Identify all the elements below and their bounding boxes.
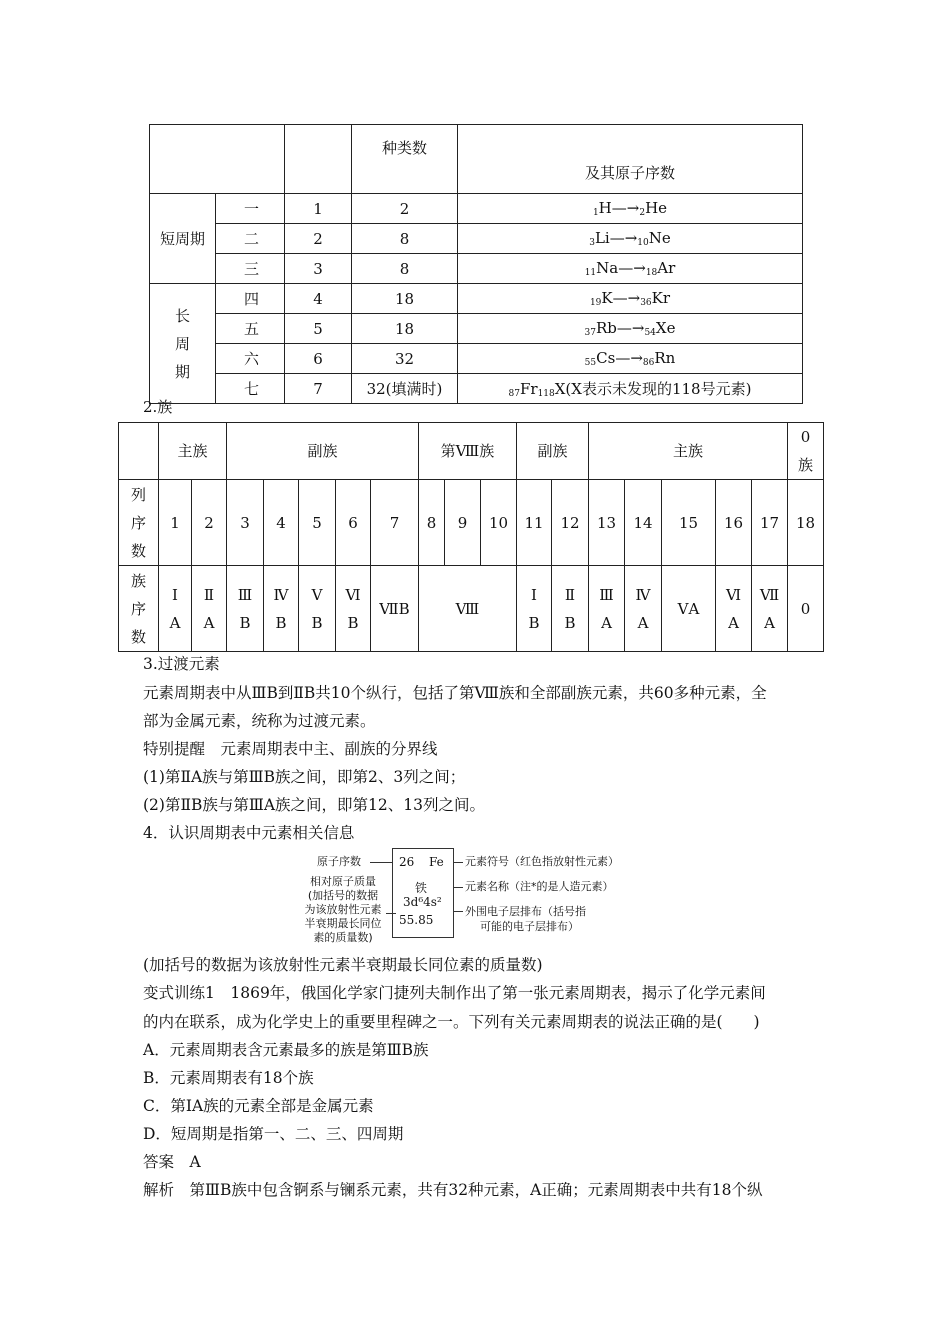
element-range — [458, 194, 803, 224]
period-row — [150, 284, 803, 314]
group-number-line: A — [601, 613, 612, 632]
section-4-note: (加括号的数据为该放射性元素半衰期最长同位素的质量数) — [143, 956, 543, 974]
period-number: 7 — [285, 374, 352, 404]
analysis: 解析 第ⅢB族中包含锕系与镧系元素，共有32种元素，A正确；元素周期表中共有18个纵 — [143, 1181, 763, 1199]
column-label-char: 列 — [130, 485, 146, 504]
group-number — [419, 566, 517, 652]
group-number-line: ⅦB — [379, 599, 410, 618]
option-c: C．第ⅠA族的元素全部是金属元素 — [143, 1097, 374, 1115]
zero-group-line-1: 0 — [800, 428, 811, 446]
element-mass: 55.85 — [399, 913, 434, 927]
group-number-line: Ⅵ — [345, 585, 361, 604]
main-group-1: 主族 — [159, 423, 227, 480]
group-number-line: Ⅴ — [311, 585, 323, 604]
group-number — [662, 566, 716, 652]
group-number-line: Ⅲ — [599, 585, 614, 604]
group-number-line: Ⅷ — [455, 599, 480, 618]
group-number — [299, 566, 336, 652]
column-number: 4 — [264, 480, 299, 566]
end-z: 118 — [537, 389, 555, 399]
start-z: 37 — [584, 328, 596, 338]
group-number — [192, 566, 227, 652]
start-z: 87 — [508, 389, 520, 399]
long-period-char: 周 — [174, 334, 190, 353]
group-number-line: B — [239, 613, 251, 632]
period-row — [150, 314, 803, 344]
group-number — [517, 566, 552, 652]
header-empty-2 — [285, 125, 352, 194]
group-number-line: A — [169, 613, 181, 632]
element-range — [458, 314, 803, 344]
section-3-line-2: 部为金属元素，统称为过渡元素。 — [143, 712, 376, 730]
tip-title: 特别提醒 元素周期表中主、副族的分界线 — [143, 740, 438, 758]
element-z: 26 — [399, 855, 415, 869]
start-z: 11 — [584, 268, 597, 278]
exercise-line-1: 变式训练1 1869年，俄国化学家门捷列夫制作出了第一张元素周期表，揭示了化学元素间 — [143, 984, 766, 1002]
group-number-line: Ⅳ — [635, 585, 651, 604]
element-info-diagram — [300, 842, 660, 952]
end-z: 54 — [644, 328, 656, 338]
arrow-icon: —→ — [612, 289, 641, 307]
element-range — [458, 254, 803, 284]
group-number-line: A — [203, 613, 215, 632]
option-a: A．元素周期表含元素最多的族是第ⅢB族 — [143, 1041, 429, 1059]
header-count: 种类数 — [352, 125, 458, 194]
period-row — [150, 374, 803, 404]
column-number: 17 — [752, 480, 788, 566]
group-number-line: Ⅰ — [172, 585, 178, 604]
group-number-line: Ⅱ — [203, 585, 215, 604]
end-z: 2 — [639, 208, 646, 218]
end-z: 36 — [640, 298, 652, 308]
element-count: 8 — [352, 254, 458, 284]
label-mass-5: 素的质量数) — [313, 931, 373, 944]
zero-group — [788, 423, 824, 480]
section-4-title: 4．认识周期表中元素相关信息 — [143, 824, 355, 842]
start-symbol: Rb — [595, 319, 617, 337]
group-number-line: B — [528, 613, 540, 632]
long-period-label — [150, 284, 216, 404]
element-range — [458, 344, 803, 374]
element-count: 2 — [352, 194, 458, 224]
section-3-line-1: 元素周期表中从ⅢB到ⅡB共10个纵行，包括了第Ⅷ族和全部副族元素，共60多种元素，全 — [143, 684, 767, 702]
leader-name — [453, 887, 463, 888]
period-name: 三 — [216, 254, 285, 284]
element-box-fe — [392, 848, 454, 938]
start-symbol: Na — [596, 259, 619, 277]
group-number-line: Ⅰ — [531, 585, 537, 604]
group-label-char: 族 — [130, 571, 146, 590]
leader-config — [453, 911, 463, 912]
column-number: 12 — [552, 480, 589, 566]
column-number: 8 — [419, 480, 445, 566]
group-number — [788, 566, 824, 652]
column-number: 1 — [159, 480, 192, 566]
period-row — [150, 224, 803, 254]
end-symbol: Ar — [657, 259, 676, 277]
period-name: 四 — [216, 284, 285, 314]
leader-atomic-number — [370, 862, 392, 863]
group-viii: 第Ⅷ族 — [419, 423, 517, 480]
period-name: 一 — [216, 194, 285, 224]
long-period-char: 长 — [174, 306, 190, 325]
group-number — [227, 566, 264, 652]
option-d: D．短周期是指第一、二、三、四周期 — [143, 1125, 404, 1143]
start-symbol: Li — [594, 229, 610, 247]
column-number: 2 — [192, 480, 227, 566]
label-symbol: 元素符号（红色指放射性元素） — [465, 855, 619, 868]
group-number-line: A — [728, 613, 739, 632]
period-number: 4 — [285, 284, 352, 314]
section-2-title: 2.族 — [143, 398, 173, 416]
period-table — [149, 124, 803, 404]
column-number: 10 — [481, 480, 517, 566]
sub-group-2: 副族 — [517, 423, 589, 480]
element-range — [458, 224, 803, 254]
group-number — [552, 566, 589, 652]
end-z: 18 — [645, 268, 658, 278]
period-row — [150, 254, 803, 284]
element-range — [458, 284, 803, 314]
column-number-label — [119, 480, 159, 566]
column-number: 14 — [625, 480, 662, 566]
start-z: 19 — [589, 298, 602, 308]
column-number: 9 — [445, 480, 481, 566]
label-mass-3: 为该放射性元素 — [304, 903, 382, 916]
end-z: 86 — [642, 358, 655, 368]
group-number-line: B — [275, 613, 287, 632]
section-3-title: 3.过渡元素 — [143, 655, 220, 673]
element-name: 铁 — [415, 881, 428, 895]
label-atomic-number: 原子序数 — [317, 855, 361, 868]
period-number: 1 — [285, 194, 352, 224]
period-number: 2 — [285, 224, 352, 254]
element-count: 18 — [352, 284, 458, 314]
group-number-line: Ⅲ — [237, 585, 253, 604]
period-number: 3 — [285, 254, 352, 284]
leader-symbol — [453, 862, 463, 863]
group-number-line: B — [347, 613, 359, 632]
column-label-char: 序 — [130, 513, 146, 532]
group-number — [159, 566, 192, 652]
group-number-line: Ⅳ — [273, 585, 289, 604]
column-label-char: 数 — [130, 541, 146, 560]
group-number-line: 0 — [800, 599, 811, 618]
label-name: 元素名称（注*的是人造元素） — [465, 880, 614, 893]
group-number — [625, 566, 662, 652]
main-group-2: 主族 — [589, 423, 788, 480]
sub-group-1: 副族 — [227, 423, 419, 480]
period-row — [150, 194, 803, 224]
group-number-line: Ⅵ — [725, 585, 742, 604]
group-number — [336, 566, 371, 652]
period-row — [150, 344, 803, 374]
label-mass-1: 相对原子质量 — [310, 875, 376, 888]
column-number: 7 — [371, 480, 419, 566]
end-symbol: Ne — [648, 229, 671, 247]
tip-1: (1)第ⅡA族与第ⅢB族之间，即第2、3列之间； — [143, 768, 466, 786]
zero-group-line-2: 族 — [797, 456, 813, 474]
arrow-icon: —→ — [616, 319, 645, 337]
element-count: 18 — [352, 314, 458, 344]
group-number-line: A — [637, 613, 649, 632]
end-symbol: Rn — [654, 349, 676, 367]
group-label-char: 序 — [130, 599, 146, 618]
group-header-empty — [119, 423, 159, 480]
element-symbol: Fe — [429, 855, 444, 869]
column-number: 13 — [589, 480, 625, 566]
element-config: 3d⁶4s² — [403, 895, 442, 909]
group-number-line: A — [764, 613, 775, 632]
period-name: 六 — [216, 344, 285, 374]
group-number — [716, 566, 752, 652]
start-symbol: H — [598, 199, 612, 217]
group-number — [264, 566, 299, 652]
start-z: 3 — [589, 238, 595, 248]
period-name: 五 — [216, 314, 285, 344]
label-config-1: 外围电子层排布（括号指 — [465, 905, 586, 918]
exercise-line-2: 的内在联系，成为化学史上的重要里程碑之一。下列有关元素周期表的说法正确的是( ) — [143, 1013, 760, 1031]
end-symbol: Kr — [651, 289, 671, 307]
column-number: 6 — [336, 480, 371, 566]
group-number-line: Ⅱ — [564, 585, 576, 604]
group-number — [752, 566, 788, 652]
arrow-icon: —→ — [609, 229, 638, 247]
start-symbol: K — [601, 289, 613, 307]
column-number: 11 — [517, 480, 552, 566]
header-numbers: 及其原子序数 — [458, 125, 803, 194]
element-count: 32(填满时) — [352, 374, 458, 404]
start-z: 55 — [584, 358, 597, 368]
group-number-line: ⅤA — [677, 599, 700, 618]
end-z: 10 — [637, 238, 649, 248]
group-number-line: B — [311, 613, 323, 632]
arrow-icon: —→ — [611, 199, 640, 217]
column-number: 15 — [662, 480, 716, 566]
group-label-char: 数 — [130, 627, 146, 646]
period-number: 5 — [285, 314, 352, 344]
group-number-line: Ⅶ — [759, 585, 780, 604]
column-number: 5 — [299, 480, 336, 566]
period-name: 二 — [216, 224, 285, 254]
tip-2: (2)第ⅡB族与第ⅢA族之间，即第12、13列之间。 — [143, 796, 485, 814]
start-symbol: Fr — [519, 380, 538, 398]
group-number-line: B — [564, 613, 576, 632]
arrow-icon: —→ — [618, 259, 646, 277]
arrow-icon: —→ — [615, 349, 643, 367]
group-table — [118, 422, 824, 652]
element-count: 32 — [352, 344, 458, 374]
start-z: 1 — [592, 208, 599, 218]
period-number: 6 — [285, 344, 352, 374]
group-number-label — [119, 566, 159, 652]
long-period-char: 期 — [174, 362, 190, 381]
end-symbol: X(X表示未发现的118号元素) — [554, 380, 752, 398]
start-symbol: Cs — [596, 349, 616, 367]
column-number: 3 — [227, 480, 264, 566]
label-mass-2: (加括号的数据 — [307, 889, 379, 902]
column-number: 18 — [788, 480, 824, 566]
group-number — [589, 566, 625, 652]
header-empty — [150, 125, 285, 194]
end-symbol: He — [645, 199, 668, 217]
label-mass-4: 半衰期最长同位 — [304, 917, 382, 930]
option-b: B．元素周期表有18个族 — [143, 1069, 314, 1087]
short-period-label: 短周期 — [150, 194, 216, 284]
label-config-2: 可能的电子层排布） — [480, 920, 579, 933]
element-range — [458, 374, 803, 404]
group-number — [371, 566, 419, 652]
answer: 答案 A — [143, 1153, 201, 1171]
end-symbol: Xe — [655, 319, 676, 337]
column-number: 16 — [716, 480, 752, 566]
period-name: 七 — [216, 374, 285, 404]
element-count: 8 — [352, 224, 458, 254]
